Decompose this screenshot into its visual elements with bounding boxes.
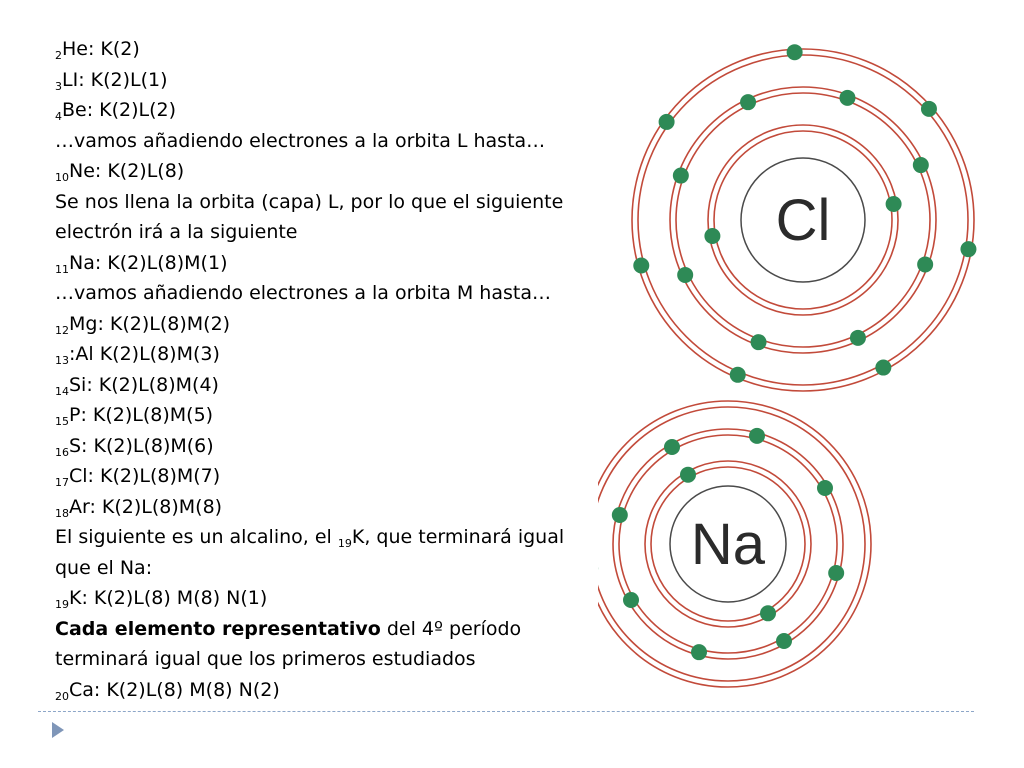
electron: [673, 168, 689, 184]
element-symbol: Cl: [775, 188, 831, 253]
line-text: S: K(2)L(8)M(6): [69, 434, 214, 457]
electron: [817, 480, 833, 496]
electron: [776, 633, 792, 649]
text-line: [55, 217, 615, 248]
line-text: P: K(2)L(8)M(5): [69, 404, 214, 426]
bold-phrase: Cada elemento representativo: [55, 617, 381, 640]
line-text: Na: K(2)L(8)M(1): [69, 251, 228, 274]
electron: [839, 90, 855, 106]
atomic-number: 10: [55, 171, 69, 184]
line-text: del 4º período: [380, 617, 522, 640]
line-text: electrón irá a la siguiente: [55, 221, 298, 243]
chlorine-atom-diagram: [625, 42, 985, 402]
electron: [913, 157, 929, 173]
text-line: [55, 522, 615, 553]
line-text: He: K(2): [62, 38, 140, 60]
electron: [828, 565, 844, 581]
sodium-atom-diagram: [598, 396, 914, 696]
text-line: [55, 95, 615, 126]
electron: [623, 592, 639, 608]
line-text: terminará igual que los primeros estudiados: [55, 648, 476, 670]
text-line: [55, 34, 615, 65]
text-line: [55, 675, 615, 706]
line-text: que el Na:: [55, 556, 153, 579]
text-line: [55, 553, 615, 584]
line-text: Be: K(2)L(2): [62, 99, 177, 121]
atomic-number: 20: [55, 689, 69, 703]
electron: [664, 439, 680, 455]
text-line: [55, 370, 615, 401]
atomic-number: 13: [55, 354, 69, 367]
electron: [740, 94, 756, 110]
electron: [751, 334, 767, 350]
line-text: K: K(2)L(8) M(8) N(1): [69, 587, 268, 609]
electron: [612, 507, 628, 523]
text-line: [55, 278, 615, 309]
text-line: [55, 644, 615, 675]
text-line: [55, 156, 615, 187]
electron: [691, 644, 707, 660]
line-prefix: El siguiente es un alcalino, el: [55, 526, 338, 548]
text-line: [55, 461, 615, 492]
electron: [960, 241, 976, 257]
line-text: Se nos llena la orbita (capa) L, por lo que el siguiente: [55, 190, 564, 213]
atomic-number: 19: [337, 537, 352, 550]
electron: [659, 114, 675, 130]
text-line: [55, 400, 615, 431]
atomic-number: 14: [55, 384, 69, 398]
electron: [787, 44, 803, 60]
atomic-number: 2: [55, 49, 62, 62]
atomic-number: 15: [55, 415, 69, 428]
electron: [850, 330, 866, 346]
text-line: [55, 339, 615, 370]
element-symbol: Na: [690, 512, 766, 577]
line-text: Si: K(2)L(8)M(4): [69, 373, 219, 396]
electron: [633, 258, 649, 274]
line-text: LI: K(2)L(1): [62, 68, 168, 91]
line-text: Ar: K(2)L(8)M(8): [69, 495, 223, 518]
atomic-number: 17: [55, 476, 69, 489]
text-line: [55, 614, 615, 645]
atomic-number: 16: [55, 445, 69, 459]
text-line: [55, 126, 615, 157]
slide-text: [55, 34, 615, 705]
line-text: K, que terminará igual: [351, 526, 565, 548]
electron: [921, 101, 937, 117]
line-text: …vamos añadiendo electrones a la orbita M hasta…: [55, 282, 551, 304]
atomic-number: 12: [55, 323, 69, 337]
text-line: [55, 248, 615, 279]
atomic-number: 19: [55, 598, 69, 611]
atomic-number: 3: [55, 79, 62, 93]
line-text: Ne: K(2)L(8): [69, 160, 185, 182]
atomic-number: 4: [55, 110, 62, 123]
electron: [749, 428, 765, 444]
line-text: Cl: K(2)L(8)M(7): [69, 465, 221, 487]
text-line: [55, 187, 615, 218]
text-line: [55, 65, 615, 96]
text-line: [55, 309, 615, 340]
line-text: …vamos añadiendo electrones a la orbita L hasta…: [55, 129, 546, 152]
line-text: :Al K(2)L(8)M(3): [69, 343, 220, 365]
electron: [704, 228, 720, 244]
electron: [760, 605, 776, 621]
text-line: [55, 431, 615, 462]
electron: [677, 267, 693, 283]
text-line: [55, 583, 615, 614]
electron: [730, 367, 746, 383]
text-line: [55, 492, 615, 523]
electron: [875, 360, 891, 376]
electron: [886, 196, 902, 212]
electron: [917, 256, 933, 272]
line-text: Mg: K(2)L(8)M(2): [69, 312, 231, 335]
atomic-number: 11: [55, 262, 69, 276]
line-text: Ca: K(2)L(8) M(8) N(2): [69, 678, 280, 701]
next-slide-arrow-icon[interactable]: [52, 722, 64, 738]
atomic-number: 18: [55, 506, 69, 520]
footer-divider: [38, 711, 974, 712]
electron: [680, 467, 696, 483]
